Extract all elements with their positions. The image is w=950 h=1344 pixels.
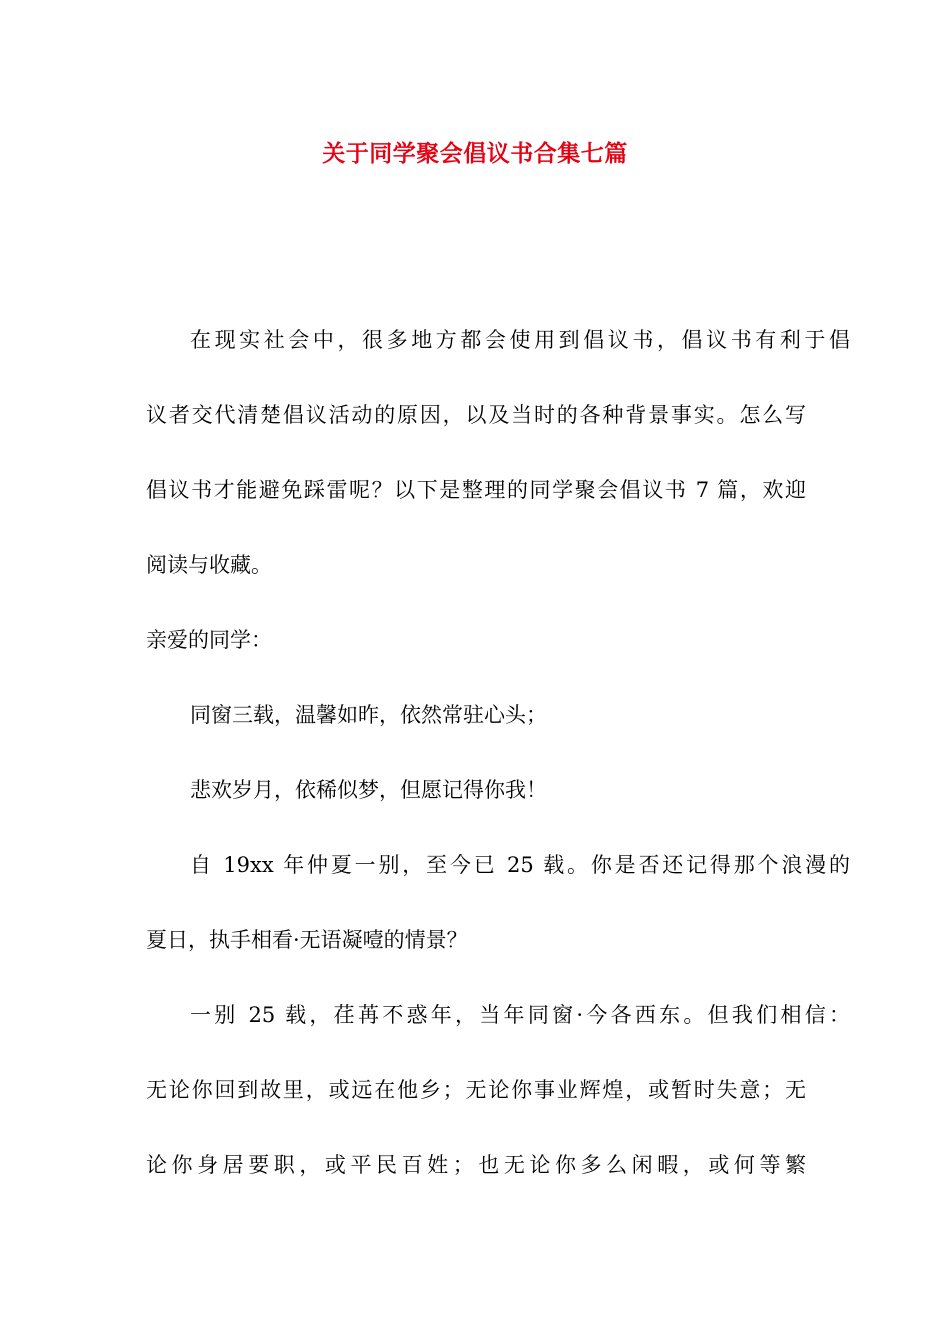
paragraph-line: 倡议书才能避免踩雷呢？以下是整理的同学聚会倡议书 7 篇，欢迎 <box>146 478 806 502</box>
paragraph-line: 一别 25 载，荏苒不惑年，当年同窗·今各西东。但我们相信： <box>190 1003 850 1027</box>
paragraph-line: 自 19xx 年仲夏一别，至今已 25 载。你是否还记得那个浪漫的 <box>190 853 850 877</box>
paragraph-line: 无论你回到故里，或远在他乡；无论你事业辉煌，或暂时失意；无 <box>146 1078 806 1102</box>
paragraph-line: 阅读与收藏。 <box>146 553 272 577</box>
paragraph-line: 议者交代清楚倡议活动的原因，以及当时的各种背景事实。怎么写 <box>146 403 806 427</box>
paragraph-line: 同窗三载，温馨如昨，依然常驻心头； <box>190 703 547 727</box>
paragraph-line: 悲欢岁月，依稀似梦，但愿记得你我！ <box>190 778 547 802</box>
paragraph-line: 夏日，执手相看·无语凝噎的情景？ <box>146 928 468 952</box>
salutation-line: 亲爱的同学： <box>146 628 272 652</box>
paragraph-line: 论你身居要职，或平民百姓；也无论你多么闲暇，或何等繁 <box>146 1153 806 1177</box>
document-title: 关于同学聚会倡议书合集七篇 <box>322 140 628 167</box>
paragraph-line: 在现实社会中，很多地方都会使用到倡议书，倡议书有利于倡 <box>190 328 850 352</box>
